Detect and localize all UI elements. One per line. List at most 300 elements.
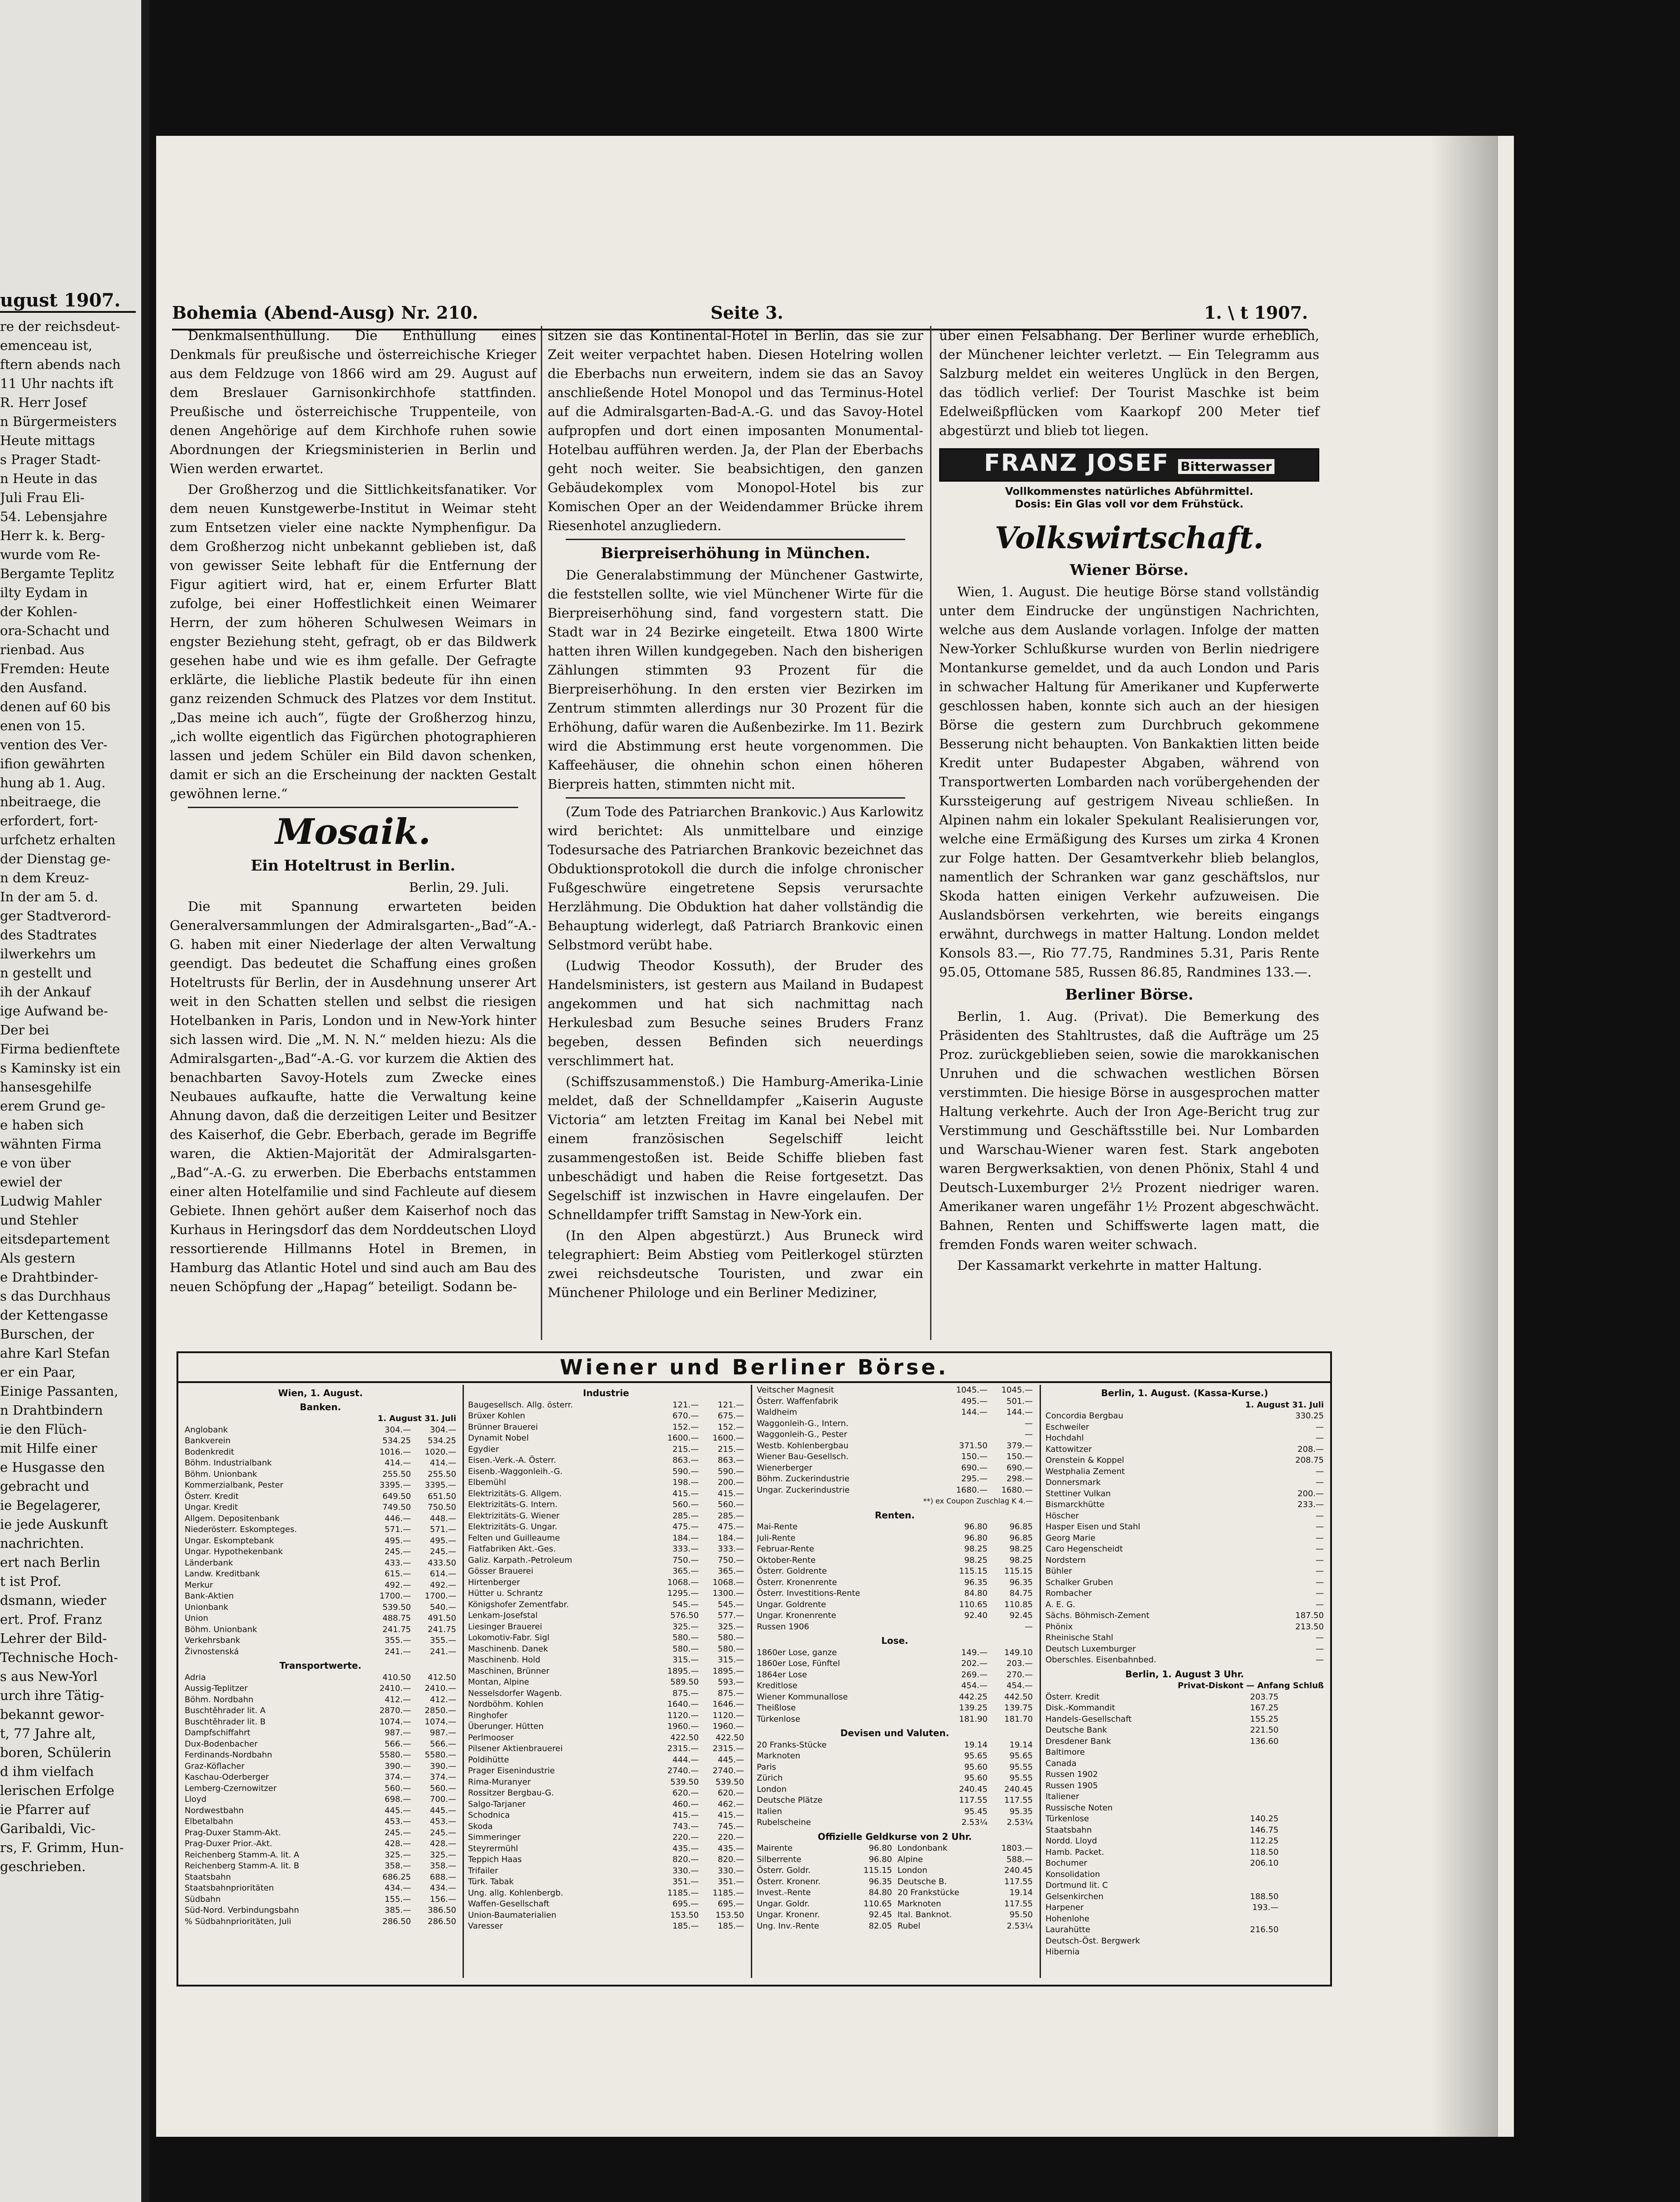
table-cell-name: 20 Franks-Stücke bbox=[757, 1740, 827, 1750]
table-cell-value bbox=[1279, 1847, 1324, 1858]
table-cell-value: — bbox=[1025, 1622, 1033, 1632]
table-row bbox=[468, 1632, 744, 1644]
table-cell-name: Bochumer bbox=[1045, 1858, 1088, 1868]
table-cell-value: 149.10 bbox=[1004, 1647, 1033, 1657]
table-cell-value: 445.— bbox=[384, 1805, 411, 1815]
table-cell-value: 117.55 bbox=[959, 1795, 988, 1805]
table-row bbox=[468, 1499, 744, 1511]
table-cell-value: 1600.— bbox=[667, 1433, 699, 1443]
table-row bbox=[468, 1411, 744, 1422]
table-section: Renten. bbox=[874, 1509, 915, 1521]
table-cell-value: 92.45 bbox=[1009, 1611, 1033, 1620]
table-cell-value: 475.— bbox=[717, 1522, 744, 1532]
table-cell-name: Ungar. Goldr. bbox=[757, 1899, 810, 1909]
column-rule bbox=[930, 326, 931, 1340]
table-cell-name: Niederösterr. Eskompteges. bbox=[185, 1525, 297, 1534]
table-col-vienna-banks bbox=[185, 1385, 456, 1927]
table-cell-value: 863.— bbox=[717, 1455, 744, 1465]
table-cell-value: 390.— bbox=[384, 1761, 411, 1771]
previous-page-line: n gestellt und bbox=[0, 965, 92, 981]
table-cell-value: 1120.— bbox=[667, 1710, 699, 1720]
table-row bbox=[1045, 1947, 1324, 1958]
previous-page-line: R. Herr Josef bbox=[0, 395, 87, 410]
table-cell-name: Italien bbox=[757, 1806, 782, 1816]
table-row bbox=[1045, 1825, 1324, 1836]
table-cell-value: 386.50 bbox=[428, 1905, 456, 1915]
table-cell-value: 150.— bbox=[1006, 1452, 1033, 1461]
table-cell-name: Bank-Aktien bbox=[185, 1591, 234, 1601]
table-cell-value: 987.— bbox=[430, 1728, 456, 1738]
previous-page-line: e Husgasse den bbox=[0, 1460, 105, 1475]
table-cell-value: 620.— bbox=[717, 1788, 744, 1798]
table-cell-value: 1120.— bbox=[712, 1710, 744, 1720]
ad-tagline: Bitterwasser bbox=[1178, 459, 1274, 474]
previous-page-line: ih der Ankauf bbox=[0, 984, 91, 1000]
table-cell-value: 495.— bbox=[430, 1536, 456, 1546]
table-cell-value: 152.— bbox=[672, 1422, 699, 1432]
table-row bbox=[468, 1489, 744, 1500]
previous-page-line: Der bei bbox=[0, 1022, 49, 1038]
table-cell-value: 185.— bbox=[717, 1921, 744, 1931]
table-row bbox=[185, 1838, 456, 1850]
table-cell-value: 1960.— bbox=[667, 1722, 699, 1731]
table-cell-value: 330.— bbox=[717, 1866, 744, 1876]
table-cell-value: 215.— bbox=[672, 1444, 699, 1454]
table-cell-name: Bismarckhütte bbox=[1045, 1500, 1105, 1509]
table-cell-value: 110.85 bbox=[1004, 1599, 1033, 1609]
table-cell-value: 96.35 bbox=[1009, 1577, 1033, 1587]
table-cell-value: 358.— bbox=[430, 1861, 456, 1871]
page-gutter bbox=[141, 0, 149, 2202]
table-row bbox=[757, 1418, 1033, 1430]
table-cell-value: 333.— bbox=[717, 1544, 744, 1554]
table-cell-name: Maschinen, Brünner bbox=[468, 1666, 550, 1676]
table-cell-value: — bbox=[1316, 1522, 1324, 1532]
table-cell-value: 415.— bbox=[672, 1810, 699, 1820]
previous-page-line: ie Pfarrer auf bbox=[0, 1802, 90, 1817]
table-cell-name: Georg Marie bbox=[1045, 1533, 1096, 1543]
table-cell-name: Graz-Köflacher bbox=[185, 1761, 245, 1771]
table-cell-value: 422.50 bbox=[670, 1733, 699, 1742]
table-cell-name: Mairente bbox=[757, 1843, 793, 1853]
table-cell-name: Eschweiler bbox=[1045, 1422, 1089, 1432]
table-cell-name: Dux-Bodenbacher bbox=[185, 1739, 258, 1749]
table-cell-value: 433.— bbox=[384, 1558, 411, 1568]
table-cell-name: Hütter u. Schrantz bbox=[468, 1589, 543, 1598]
table-cell-value: 200.— bbox=[1297, 1489, 1324, 1498]
table-cell-value: 2410.— bbox=[379, 1684, 411, 1693]
table-row bbox=[468, 1577, 744, 1589]
table-cell-value: 220.— bbox=[672, 1833, 699, 1842]
table-cell-value: — bbox=[1316, 1577, 1324, 1587]
table-cell-value: — bbox=[1316, 1466, 1324, 1476]
table-row bbox=[757, 1887, 1033, 1899]
table-cell-name: Disk.-Kommandit bbox=[1045, 1703, 1115, 1713]
table-cell-name: Ital. Banknot. bbox=[897, 1910, 952, 1920]
table-cell-name: Prag-Duxer Prior.-Akt. bbox=[185, 1839, 272, 1848]
table-cell-value bbox=[1279, 1791, 1324, 1803]
table-row bbox=[1045, 1610, 1324, 1622]
table-cell-value: 152.— bbox=[717, 1422, 744, 1432]
table-cell-name: Anglobank bbox=[185, 1425, 228, 1435]
table-row bbox=[1045, 1703, 1324, 1714]
table-row bbox=[1045, 1914, 1324, 1925]
table-cell-name: Russen 1905 bbox=[1045, 1781, 1098, 1790]
table-cell-name: Februar-Rente bbox=[757, 1544, 814, 1554]
table-cell-value bbox=[942, 1622, 988, 1633]
table-cell-name: Russen 1906 bbox=[757, 1622, 809, 1632]
table-cell-value: 98.25 bbox=[964, 1544, 988, 1554]
table-cell-value: 1895.— bbox=[712, 1666, 744, 1676]
table-rule bbox=[751, 1385, 752, 1978]
table-row bbox=[1045, 1411, 1324, 1422]
table-row bbox=[185, 1916, 456, 1928]
table-row bbox=[185, 1828, 456, 1839]
table-cell-value bbox=[1279, 1814, 1324, 1825]
table-cell-name: Dortmund lit. C bbox=[1045, 1881, 1108, 1890]
table-cell-name: Varesser bbox=[468, 1921, 503, 1931]
table-row bbox=[1045, 1555, 1324, 1566]
table-cell-value: 115.15 bbox=[959, 1566, 988, 1576]
table-cell-value: 115.15 bbox=[1004, 1566, 1033, 1576]
table-cell-value: 351.— bbox=[717, 1877, 744, 1886]
table-cell-name: Italiener bbox=[1045, 1792, 1079, 1801]
table-col-renten-lose-devisen bbox=[757, 1385, 1033, 1932]
table-row bbox=[468, 1821, 744, 1833]
table-cell-value: 149.— bbox=[961, 1647, 988, 1657]
table-cell-value bbox=[1279, 1858, 1324, 1869]
table-cell-value bbox=[1279, 1758, 1324, 1770]
table-cell-name: Russen 1902 bbox=[1045, 1770, 1098, 1779]
table-row bbox=[468, 1677, 744, 1688]
table-cell-value: 325.— bbox=[717, 1622, 744, 1632]
table-cell-name: Böhm. Industrialbank bbox=[185, 1458, 272, 1468]
table-cell-name: Deutsch Luxemburger bbox=[1045, 1644, 1136, 1654]
previous-page-line: ilwerkehrs um bbox=[0, 946, 96, 962]
table-cell-value bbox=[1233, 1433, 1279, 1444]
table-cell-name: Simmeringer bbox=[468, 1833, 521, 1842]
table-cell-name: Phönix bbox=[1045, 1622, 1073, 1632]
table-row bbox=[1045, 1588, 1324, 1599]
previous-page-line: hansesgehilfe bbox=[0, 1079, 92, 1095]
table-cell-value: 690.— bbox=[1006, 1463, 1033, 1473]
table-cell-name: Hamb. Packet. bbox=[1045, 1847, 1104, 1857]
table-cell-value: 193.— bbox=[1252, 1903, 1279, 1912]
table-row bbox=[1045, 1747, 1324, 1758]
table-row bbox=[1045, 1566, 1324, 1577]
table-row bbox=[468, 1777, 744, 1788]
table-cell-value: 117.55 bbox=[1004, 1899, 1033, 1909]
table-cell-value: 749.50 bbox=[382, 1503, 411, 1512]
table-row bbox=[468, 1555, 744, 1566]
table-cell-name: Wienerberger bbox=[757, 1463, 812, 1473]
table-cell-value: 593.— bbox=[717, 1677, 744, 1687]
table-cell-value: 241.— bbox=[384, 1647, 411, 1656]
table-cell-name: Felten und Guilleaume bbox=[468, 1533, 560, 1543]
table-cell-value: 203.— bbox=[1006, 1659, 1033, 1668]
table-cell-value: 96.85 bbox=[1009, 1522, 1033, 1532]
table-row bbox=[185, 1635, 456, 1647]
table-cell-value: 1680.— bbox=[1001, 1485, 1033, 1495]
table-cell-value: 415.— bbox=[672, 1489, 699, 1498]
table-row bbox=[468, 1888, 744, 1899]
table-cell-value: — bbox=[1025, 1418, 1033, 1428]
table-cell-value bbox=[1233, 1511, 1279, 1522]
table-cell-name: Merkur bbox=[185, 1580, 213, 1590]
previous-page-line: Heute mittags bbox=[0, 433, 95, 448]
table-row bbox=[185, 1425, 456, 1436]
table-cell-value bbox=[1233, 1499, 1279, 1511]
table-row bbox=[185, 1794, 456, 1805]
table-cell-value: 1295.— bbox=[667, 1589, 699, 1598]
previous-page-line: ewiel der bbox=[0, 1174, 62, 1190]
table-cell-name: Nordstern bbox=[1045, 1555, 1086, 1565]
table-cell-name: Nordböhm. Kohlen bbox=[468, 1699, 544, 1709]
table-cell-value: 1960.— bbox=[712, 1722, 744, 1731]
table-head: Berlin, 1. August. (Kassa-Kurse.) bbox=[1101, 1388, 1269, 1398]
table-row bbox=[468, 1511, 744, 1522]
table-cell-value: 5580.— bbox=[425, 1750, 456, 1760]
table-col-berlin bbox=[1045, 1385, 1324, 1958]
table-cell-name: Oktober-Rente bbox=[757, 1555, 816, 1565]
table-cell-value: 374.— bbox=[384, 1772, 411, 1782]
table-row bbox=[1045, 1477, 1324, 1489]
table-cell-name: Westb. Kohlenbergbau bbox=[757, 1441, 849, 1450]
table-cell-value: 333.— bbox=[672, 1544, 699, 1554]
table-cell-value: 501.— bbox=[1006, 1396, 1033, 1406]
table-cell-value: 743.— bbox=[672, 1821, 699, 1831]
table-cell-value: 121.— bbox=[717, 1400, 744, 1410]
table-cell-value: 184.— bbox=[717, 1533, 744, 1543]
table-row bbox=[468, 1610, 744, 1622]
table-cell-value: 112.25 bbox=[1250, 1836, 1279, 1846]
table-row bbox=[185, 1502, 456, 1513]
table-cell-value bbox=[1279, 1891, 1324, 1903]
table-row bbox=[468, 1533, 744, 1544]
table-row bbox=[757, 1451, 1033, 1463]
table-row bbox=[1045, 1455, 1324, 1466]
table-cell-value: 560.— bbox=[384, 1783, 411, 1793]
article-wiener-boerse: Wien, 1. August. Die heutige Börse stand vollständig unter dem Eindrucke der ungünstigen Nachrichten, welche aus dem Auslande vorlagen. Infolge der matten New-Yorker Schlußkurse wurden von Berlin niedrigere Montankurse gemeldet, und da auch London und Paris in schwacher Haltung für Amerikaner und Kupferwerte geschlossen haben, konnte sich auch an der hiesigen Börse die gestern zum Durchbruch gekommene Besserung nicht behaupten. Von Bankaktien litten beide Kredit unter Budapester Abgaben, während von Transportwerten Lombarden nach vorübergehenden der Kurssteigerung auf gestrigem Niveau schließen. In Alpinen nahm ein lokaler Spekulant Realisierungen vor, welche eine Ermäßigung des Kurses um zirka 4 Kronen zur Folge hatten. Der Gesamtverkehr blieb belanglos, namentlich der Schranken war ganz geschäftslos, nur Skoda hatten einigen Verkehr aufzuweisen. Die Auslandsbörsen verkehrten, wie bereits eingangs erwähnt, durchwegs in matter Haltung. London meldet Konsols 83.—, Rio 77.75, Randmines 5.31, Paris Rente 95.05, Ottomane 585, Russen 86.85, Randmines 133.—. bbox=[939, 584, 1319, 980]
table-cell-value: 187.50 bbox=[1295, 1611, 1324, 1620]
table-cell-name: Ungar. Zuckerindustrie bbox=[757, 1485, 850, 1495]
table-row bbox=[468, 1588, 744, 1599]
table-cell-value: 566.— bbox=[430, 1739, 456, 1749]
table-cell-value: 213.50 bbox=[1295, 1622, 1324, 1632]
table-cell-name: Veitscher Magnesit bbox=[757, 1385, 834, 1395]
table-cell-value: 2315.— bbox=[712, 1744, 744, 1753]
table-cell-value: 285.— bbox=[672, 1511, 699, 1521]
table-row bbox=[185, 1772, 456, 1783]
table-cell-value: 202.— bbox=[961, 1659, 988, 1668]
table-cell-value: 615.— bbox=[384, 1569, 411, 1579]
table-row bbox=[185, 1894, 456, 1905]
previous-page-line: des Stadtrates bbox=[0, 927, 97, 943]
table-cell-value: 1300.— bbox=[712, 1589, 744, 1598]
table-cell-value: 208.— bbox=[1297, 1444, 1324, 1454]
table-cell-value bbox=[1233, 1632, 1279, 1644]
table-cell-name: Fiatfabriken Akt.-Ges. bbox=[468, 1544, 556, 1554]
table-cell-value: 649.50 bbox=[382, 1491, 411, 1501]
table-row bbox=[1045, 1522, 1324, 1533]
table-row bbox=[468, 1766, 744, 1777]
table-cell-value: 304.— bbox=[430, 1425, 456, 1435]
table-cell-value: 695.— bbox=[672, 1899, 699, 1909]
table-cell-value: 462.— bbox=[717, 1799, 744, 1809]
table-cell-name: Deutsche B. bbox=[897, 1876, 947, 1886]
table-cell-value bbox=[1233, 1791, 1279, 1803]
table-row bbox=[757, 1407, 1033, 1418]
table-row bbox=[468, 1843, 744, 1855]
table-cell-value: 545.— bbox=[672, 1599, 699, 1609]
table-cell-value: 412.— bbox=[430, 1695, 456, 1704]
previous-page-line: nbeitraege, die bbox=[0, 794, 101, 809]
previous-page-line: Fremden: Heute bbox=[0, 661, 110, 676]
previous-page-line: Einige Passanten, bbox=[0, 1383, 119, 1399]
table-cell-value: 2410.— bbox=[425, 1684, 456, 1693]
table-cell-value: 374.— bbox=[430, 1772, 456, 1782]
table-row bbox=[1045, 1781, 1324, 1792]
table-cell-value: 121.— bbox=[672, 1400, 699, 1410]
table-cell-value: 241.75 bbox=[382, 1624, 411, 1634]
table-cell-value: 110.65 bbox=[959, 1599, 988, 1609]
table-cell-value: 435.— bbox=[672, 1843, 699, 1853]
table-cell-value: 245.— bbox=[384, 1547, 411, 1556]
table-cell-value: 1700.— bbox=[425, 1591, 456, 1601]
table-cell-name: Aussig-Teplitzer bbox=[185, 1684, 248, 1693]
previous-page-line: 11 Uhr nachts ift bbox=[0, 376, 114, 391]
table-row bbox=[1045, 1836, 1324, 1847]
table-cell-value bbox=[1233, 1577, 1279, 1589]
table-cell-name: Russische Noten bbox=[1045, 1803, 1113, 1813]
table-cell-value: 203.75 bbox=[1250, 1692, 1279, 1702]
table-cell-value: 414.— bbox=[384, 1458, 411, 1468]
table-row bbox=[757, 1876, 1033, 1888]
table-row bbox=[468, 1866, 744, 1877]
previous-page-line: mit Hilfe einer bbox=[0, 1441, 97, 1456]
table-row bbox=[185, 1546, 456, 1558]
table-cell-value: 118.50 bbox=[1250, 1847, 1279, 1857]
table-row bbox=[1045, 1644, 1324, 1655]
table-cell-name: Galiz. Karpath.-Petroleum bbox=[468, 1555, 573, 1565]
table-row bbox=[185, 1469, 456, 1480]
table-row bbox=[1045, 1544, 1324, 1555]
table-cell-name: Dresdener Bank bbox=[1045, 1736, 1111, 1746]
table-cell-name: Böhm. Nordbahn bbox=[185, 1695, 254, 1704]
table-cell-value bbox=[1279, 1836, 1324, 1847]
divider bbox=[188, 807, 518, 808]
table-cell-name: Westphalia Zement bbox=[1045, 1466, 1125, 1476]
table-cell-value bbox=[1279, 1869, 1324, 1881]
table-row bbox=[757, 1817, 1033, 1829]
table-cell-value: 745.— bbox=[717, 1821, 744, 1831]
previous-page-line: re der reichsdeut- bbox=[0, 319, 120, 334]
table-cell-value: 560.— bbox=[430, 1783, 456, 1793]
table-row bbox=[185, 1783, 456, 1795]
table-col-headers: 1. August 31. Juli bbox=[1245, 1400, 1324, 1410]
table-row bbox=[757, 1474, 1033, 1485]
table-cell-name: Egydier bbox=[468, 1444, 499, 1454]
table-cell-name: Waldheim bbox=[757, 1407, 797, 1417]
table-col-industry bbox=[468, 1385, 744, 1932]
table-row bbox=[468, 1622, 744, 1633]
table-row bbox=[185, 1613, 456, 1624]
table-cell-value: 95.65 bbox=[964, 1751, 988, 1761]
table-cell-name: Reichenberg Stamm-A. lit. B bbox=[185, 1861, 300, 1871]
previous-page-line: Ludwig Mahler bbox=[0, 1193, 102, 1209]
article-kassamarkt: Der Kassamarkt verkehrte in matter Haltung. bbox=[957, 1258, 1262, 1273]
table-cell-name: Laurahütte bbox=[1045, 1925, 1090, 1934]
table-row bbox=[1045, 1891, 1324, 1903]
table-cell-value: 117.55 bbox=[1004, 1795, 1033, 1805]
table-cell-value bbox=[1279, 1825, 1324, 1836]
table-row bbox=[1045, 1655, 1324, 1666]
table-row bbox=[185, 1591, 456, 1602]
table-cell-value: — bbox=[1316, 1422, 1324, 1432]
table-cell-value: 156.— bbox=[430, 1894, 456, 1904]
table-cell-value: 19.14 bbox=[964, 1740, 988, 1750]
table-cell-name: Österr. Kronenrente bbox=[757, 1577, 837, 1587]
table-cell-value: — bbox=[1316, 1433, 1324, 1443]
table-cell-value: 422.50 bbox=[716, 1733, 744, 1742]
table-row bbox=[757, 1385, 1033, 1396]
previous-page-line: Bergamte Teplitz bbox=[0, 566, 115, 581]
previous-page-line: Als gestern bbox=[0, 1250, 76, 1266]
table-cell-value bbox=[1279, 1736, 1324, 1747]
table-cell-name: Paris bbox=[757, 1762, 776, 1772]
table-cell-value: 875.— bbox=[672, 1688, 699, 1698]
table-row bbox=[1045, 1499, 1324, 1511]
table-cell-name: Steyrermühl bbox=[468, 1843, 518, 1853]
previous-page-line: und Stehler bbox=[0, 1212, 78, 1228]
table-cell-value: 98.25 bbox=[964, 1555, 988, 1565]
table-cell-value: 540.— bbox=[430, 1602, 456, 1612]
table-cell-name: Sächs. Böhmisch-Zement bbox=[1045, 1611, 1150, 1620]
table-rule bbox=[463, 1385, 464, 1978]
table-row bbox=[1045, 1880, 1324, 1891]
table-row bbox=[757, 1854, 1033, 1866]
table-row bbox=[757, 1610, 1033, 1622]
table-cell-value: 750.50 bbox=[428, 1503, 456, 1512]
headline-wiener-boerse: Wiener Börse. bbox=[1069, 561, 1189, 579]
table-cell-value bbox=[1233, 1566, 1279, 1577]
table-cell-value: 365.— bbox=[717, 1566, 744, 1576]
table-cell-value: 358.— bbox=[384, 1861, 411, 1871]
table-cell-value: 92.45 bbox=[869, 1910, 892, 1920]
previous-page-line: n dem Kreuz- bbox=[0, 870, 89, 886]
table-cell-name: Schalker Gruben bbox=[1045, 1577, 1113, 1587]
table-row bbox=[468, 1743, 744, 1755]
table-cell-value: 233.— bbox=[1297, 1500, 1324, 1509]
previous-page-line: ie den Flüch- bbox=[0, 1422, 87, 1437]
table-cell-value: 545.— bbox=[717, 1599, 744, 1609]
previous-page-line: urfchetz erhalten bbox=[0, 832, 116, 847]
table-row bbox=[757, 1658, 1033, 1670]
divider bbox=[566, 539, 905, 540]
table-cell-value: 690.— bbox=[961, 1463, 988, 1473]
table-cell-name: Staatsbahn bbox=[1045, 1825, 1092, 1835]
previous-page-line: 54. Lebensjahre bbox=[0, 509, 108, 524]
table-cell-value: 330.25 bbox=[1295, 1411, 1324, 1421]
table-cell-value: 414.— bbox=[430, 1458, 456, 1468]
table-row bbox=[185, 1580, 456, 1591]
table-row bbox=[468, 1433, 744, 1444]
table-cell-value bbox=[1233, 1622, 1279, 1633]
table-cell-value: 442.50 bbox=[1004, 1692, 1033, 1702]
table-rule bbox=[1040, 1385, 1041, 1978]
table-cell-value: 590.— bbox=[717, 1466, 744, 1476]
table-cell-value: 82.05 bbox=[869, 1921, 892, 1931]
